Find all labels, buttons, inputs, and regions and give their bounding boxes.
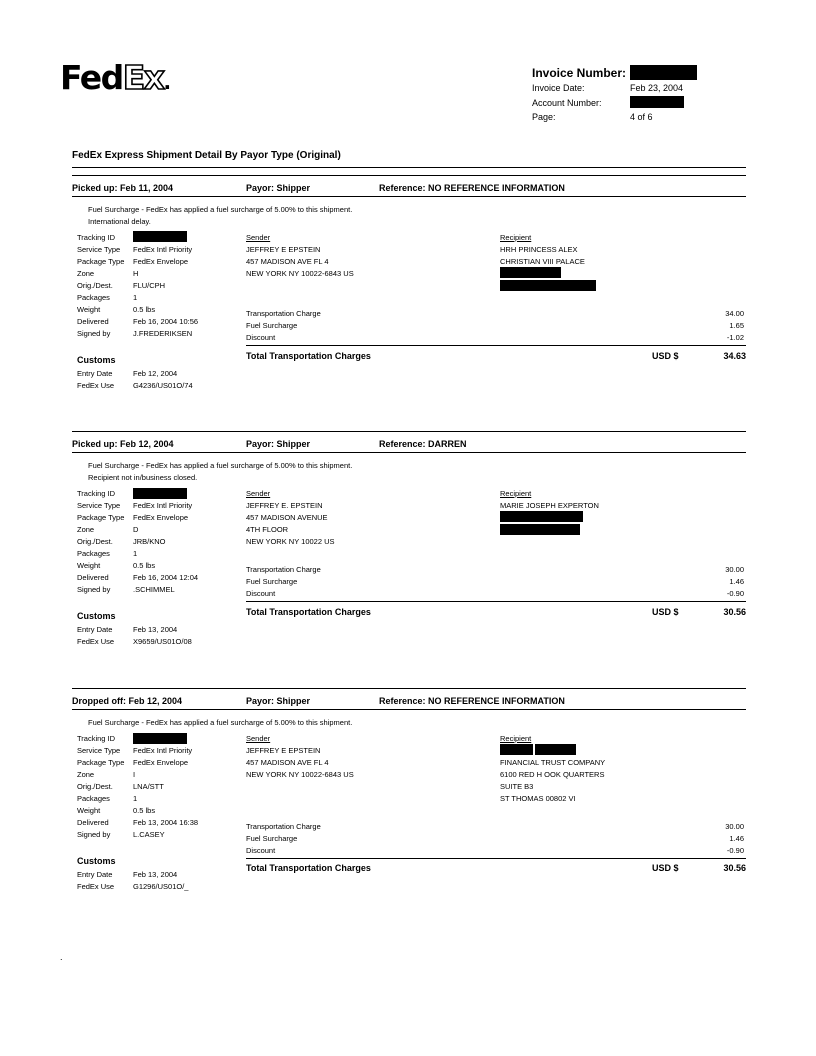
fedex-use-label: FedEx Use: [77, 637, 115, 646]
fuel-surcharge-label: Fuel Surcharge: [246, 321, 298, 330]
packages: 1: [133, 293, 138, 302]
pickup-date: Picked up: Feb 12, 2004: [72, 439, 174, 449]
transportation-charge-label: Transportation Charge: [246, 565, 321, 574]
service-type-label: Service Type: [77, 746, 121, 755]
package-type: FedEx Envelope: [133, 257, 189, 266]
sender-line: JEFFREY E. EPSTEIN: [246, 501, 323, 510]
orig-dest: JRB/KNO: [133, 537, 166, 546]
transportation-charge-label: Transportation Charge: [246, 309, 321, 318]
currency: USD $: [652, 607, 679, 617]
shipment-header-rule: [72, 196, 746, 197]
recipient-label: Recipient: [500, 734, 532, 743]
transportation-charge: 34.00: [725, 309, 744, 318]
entry-date: Feb 13, 2004: [133, 625, 178, 634]
total-label: Total Transportation Charges: [246, 863, 371, 873]
payor: Payor: Shipper: [246, 183, 311, 193]
signed-by-label: Signed by: [77, 329, 111, 338]
redacted-tracking-id: [133, 231, 187, 242]
transportation-charge-label: Transportation Charge: [246, 822, 321, 831]
recipient-label: Recipient: [500, 233, 532, 242]
fuel-surcharge-label: Fuel Surcharge: [246, 834, 298, 843]
weight: 0.5 lbs: [133, 806, 156, 815]
recipient-line: MARIE JOSEPH EXPERTON: [500, 501, 599, 510]
recipient-label: Recipient: [500, 489, 532, 498]
packages-label: Packages: [77, 794, 110, 803]
shipment-header-rule: [72, 709, 746, 710]
package-type-label: Package Type: [77, 758, 125, 767]
total-label: Total Transportation Charges: [246, 351, 371, 361]
fedex-use-label: FedEx Use: [77, 882, 115, 891]
fedex-logo: [60, 58, 170, 97]
service-type-label: Service Type: [77, 501, 121, 510]
fuel-surcharge-label: Fuel Surcharge: [246, 577, 298, 586]
redacted-recipient-line: [535, 744, 576, 755]
discount: -0.90: [726, 846, 744, 855]
note-fuel-surcharge: Fuel Surcharge - FedEx has applied a fuel surcharge of 5.00% to this shipment.: [88, 461, 353, 470]
service-type: FedEx Intl Priority: [133, 245, 193, 254]
shipment-block-3: [0, 688, 816, 928]
pickup-date: Picked up: Feb 11, 2004: [72, 183, 174, 193]
delivered-label: Delivered: [77, 573, 109, 582]
account-number-label: Account Number:: [532, 98, 602, 108]
shipment-block-1: [0, 175, 816, 415]
sender-line: 457 MADISON AVENUE: [246, 513, 328, 522]
sender-line: 4TH FLOOR: [246, 525, 289, 534]
total-label: Total Transportation Charges: [246, 607, 371, 617]
shipment-header-rule: [72, 452, 746, 453]
signed-by: L.CASEY: [133, 830, 165, 839]
orig-dest-label: Orig./Dest.: [77, 782, 113, 791]
note-fuel-surcharge: Fuel Surcharge - FedEx has applied a fuel surcharge of 5.00% to this shipment.: [88, 205, 353, 214]
packages-label: Packages: [77, 549, 110, 558]
redacted-account-number: [630, 96, 684, 108]
discount-label: Discount: [246, 846, 276, 855]
note-fuel-surcharge: Fuel Surcharge - FedEx has applied a fuel surcharge of 5.00% to this shipment.: [88, 718, 353, 727]
entry-date: Feb 13, 2004: [133, 870, 178, 879]
total-rule: [246, 345, 746, 346]
sender-label: Sender: [246, 489, 271, 498]
fedex-use: X9659/US01O/08: [133, 637, 192, 646]
reference: Reference: NO REFERENCE INFORMATION: [379, 696, 565, 706]
entry-date-label: Entry Date: [77, 870, 113, 879]
signed-by-label: Signed by: [77, 830, 111, 839]
shipment-block-2: [0, 431, 816, 671]
reference: Reference: DARREN: [379, 439, 467, 449]
orig-dest-label: Orig./Dest.: [77, 537, 113, 546]
sender-line: NEW YORK NY 10022-6843 US: [246, 770, 354, 779]
delivered-label: Delivered: [77, 818, 109, 827]
sender-label: Sender: [246, 734, 271, 743]
weight: 0.5 lbs: [133, 561, 156, 570]
weight-label: Weight: [77, 806, 101, 815]
tracking-id-label: Tracking ID: [77, 233, 116, 242]
document-title: FedEx Express Shipment Detail By Payor Type (Original): [72, 150, 341, 161]
service-type-label: Service Type: [77, 245, 121, 254]
shipment-top-rule: [72, 688, 746, 689]
recipient-line: FINANCIAL TRUST COMPANY: [500, 758, 606, 767]
delivered: Feb 13, 2004 16:38: [133, 818, 199, 827]
note-delivery-exception: Recipient not in/business closed.: [88, 473, 198, 482]
zone-label: Zone: [77, 525, 95, 534]
tracking-id-label: Tracking ID: [77, 734, 116, 743]
redacted-recipient-line: [500, 524, 580, 535]
sender-label: Sender: [246, 233, 271, 242]
redacted-tracking-id: [133, 488, 187, 499]
total-amount: 30.56: [723, 607, 746, 617]
fuel-surcharge: 1.46: [729, 577, 744, 586]
logo-ex-text: Ex: [122, 58, 164, 97]
tracking-id-label: Tracking ID: [77, 489, 116, 498]
weight: 0.5 lbs: [133, 305, 156, 314]
currency: USD $: [652, 863, 679, 873]
logo-fed-text: Fed: [60, 58, 123, 97]
zone: H: [133, 269, 139, 278]
package-type: FedEx Envelope: [133, 758, 189, 767]
delivered-label: Delivered: [77, 317, 109, 326]
weight-label: Weight: [77, 561, 101, 570]
redacted-recipient-line: [500, 511, 583, 522]
orig-dest-label: Orig./Dest.: [77, 281, 113, 290]
redacted-recipient-line: [500, 280, 596, 291]
invoice-date: Feb 23, 2004: [630, 83, 684, 93]
signed-by: .SCHIMMEL: [133, 585, 175, 594]
signed-by: J.FREDERIKSEN: [133, 329, 193, 338]
transportation-charge: 30.00: [725, 822, 744, 831]
note-delivery-exception: International delay.: [88, 217, 151, 226]
zone: I: [133, 770, 136, 779]
payor: Payor: Shipper: [246, 696, 311, 706]
service-type: FedEx Intl Priority: [133, 746, 193, 755]
delivered: Feb 16, 2004 12:04: [133, 573, 199, 582]
recipient-line: 6100 RED H OOK QUARTERS: [500, 770, 605, 779]
invoice-date-label: Invoice Date:: [532, 83, 585, 93]
invoice-number-label: Invoice Number:: [532, 66, 627, 80]
recipient-line: ST THOMAS 00802 VI: [500, 794, 576, 803]
sender-line: 457 MADISON AVE FL 4: [246, 257, 329, 266]
zone-label: Zone: [77, 269, 95, 278]
fedex-use-label: FedEx Use: [77, 381, 115, 390]
entry-date-label: Entry Date: [77, 369, 113, 378]
redacted-invoice-number: [630, 65, 697, 80]
total-rule: [246, 601, 746, 602]
customs-heading: Customs: [77, 856, 116, 866]
logo-dot: .: [163, 70, 170, 94]
packages: 1: [133, 549, 138, 558]
page-number: 4 of 6: [630, 112, 653, 122]
orig-dest: LNA/STT: [133, 782, 164, 791]
pickup-date: Dropped off: Feb 12, 2004: [72, 696, 183, 706]
total-rule: [246, 858, 746, 859]
recipient-line: SUITE B3: [500, 782, 534, 791]
orig-dest: FLU/CPH: [133, 281, 166, 290]
fuel-surcharge: 1.65: [729, 321, 744, 330]
footer-mark: .: [60, 952, 63, 962]
title-rule: [72, 167, 746, 168]
service-type: FedEx Intl Priority: [133, 501, 193, 510]
signed-by-label: Signed by: [77, 585, 111, 594]
zone-label: Zone: [77, 770, 95, 779]
shipment-top-rule: [72, 175, 746, 176]
redacted-recipient-line: [500, 744, 533, 755]
discount-label: Discount: [246, 589, 276, 598]
discount: -1.02: [726, 333, 744, 342]
total-amount: 30.56: [723, 863, 746, 873]
delivered: Feb 16, 2004 10:56: [133, 317, 199, 326]
zone: D: [133, 525, 139, 534]
transportation-charge: 30.00: [725, 565, 744, 574]
discount: -0.90: [726, 589, 744, 598]
currency: USD $: [652, 351, 679, 361]
package-type-label: Package Type: [77, 257, 125, 266]
sender-line: JEFFREY E EPSTEIN: [246, 245, 321, 254]
recipient-line: HRH PRINCESS ALEX: [500, 245, 578, 254]
redacted-tracking-id: [133, 733, 187, 744]
fedex-use: G1296/US01O/_: [133, 882, 189, 891]
total-amount: 34.63: [723, 351, 746, 361]
sender-line: 457 MADISON AVE FL 4: [246, 758, 329, 767]
customs-heading: Customs: [77, 611, 116, 621]
packages-label: Packages: [77, 293, 110, 302]
package-type-label: Package Type: [77, 513, 125, 522]
fuel-surcharge: 1.46: [729, 834, 744, 843]
customs-heading: Customs: [77, 355, 116, 365]
sender-line: JEFFREY E EPSTEIN: [246, 746, 321, 755]
recipient-line: CHRISTIAN VIII PALACE: [500, 257, 585, 266]
reference: Reference: NO REFERENCE INFORMATION: [379, 183, 565, 193]
fedex-use: G4236/US01O/74: [133, 381, 193, 390]
page-label: Page:: [532, 112, 556, 122]
packages: 1: [133, 794, 138, 803]
weight-label: Weight: [77, 305, 101, 314]
package-type: FedEx Envelope: [133, 513, 189, 522]
shipment-top-rule: [72, 431, 746, 432]
entry-date-label: Entry Date: [77, 625, 113, 634]
discount-label: Discount: [246, 333, 276, 342]
payor: Payor: Shipper: [246, 439, 311, 449]
redacted-recipient-line: [500, 267, 561, 278]
entry-date: Feb 12, 2004: [133, 369, 178, 378]
sender-line: NEW YORK NY 10022 US: [246, 537, 335, 546]
sender-line: NEW YORK NY 10022-6843 US: [246, 269, 354, 278]
